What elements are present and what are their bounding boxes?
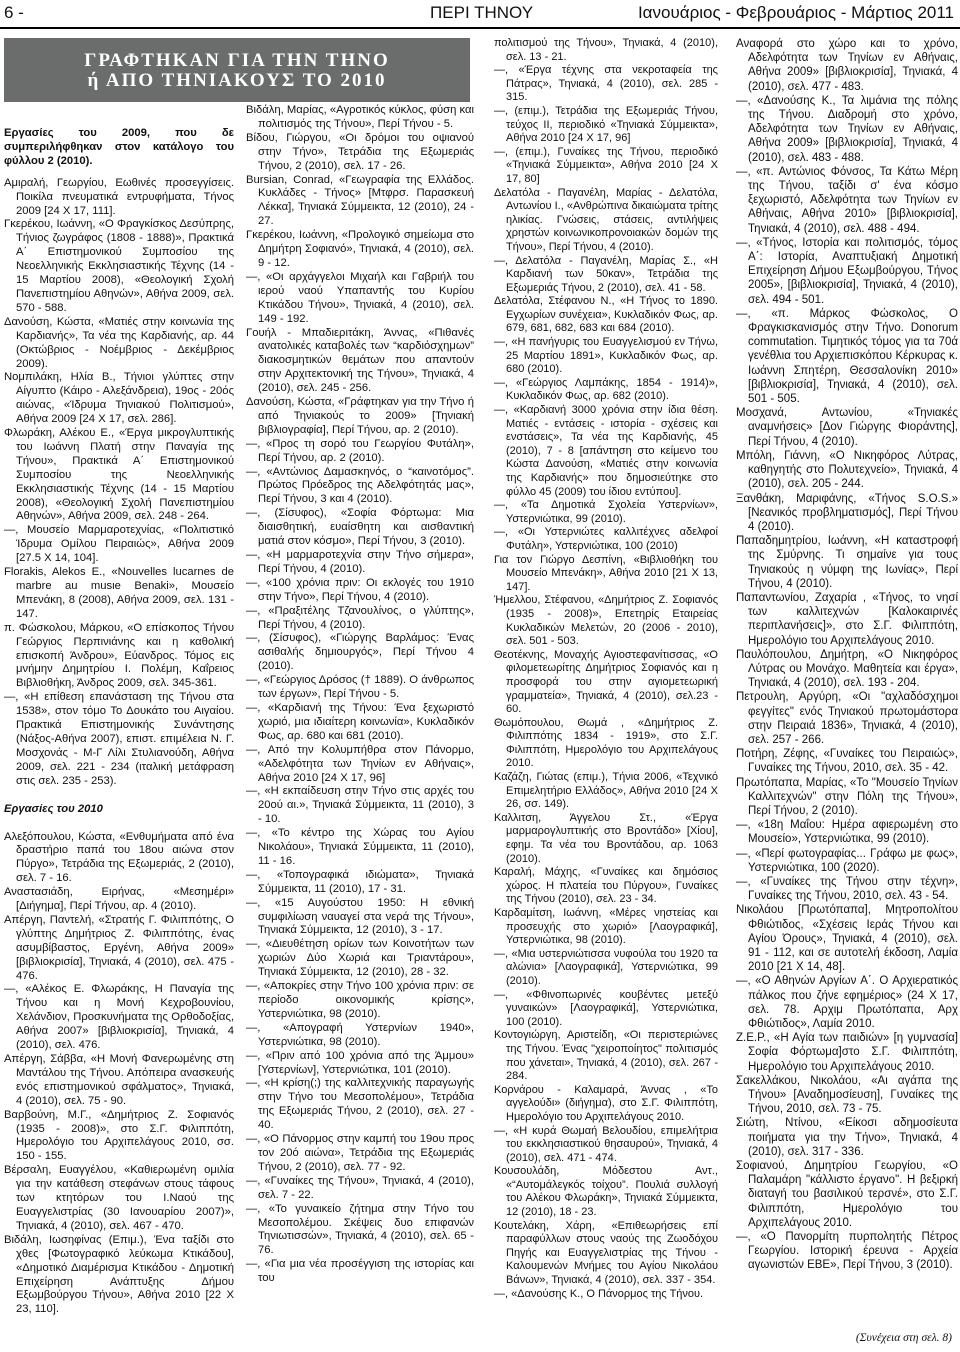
entry: Παπαντωνίου, Ζαχαρία , «Τήνος, το νησί των καλλιτεχνών [Καλοκαιρινές περιπλανήσεις]», στο Σ.Γ. Φιλιππότη, Ημερολόγιο του Αρχιπελάγους 2010.	[736, 591, 958, 647]
entry: —, (Σίσυφος), «Γιώργης Βαρλάμος: Ένας ασιθαλής δημιουργός», Περί Τήνου 4 (2010).	[246, 632, 474, 673]
entry: —, Από την Κολυμπήθρα στον Πάνορμο, «Αδελφότητα των Τηνίων εν Αθήναις», Αθήνα 2010 [24 Χ 17, 96]	[246, 743, 474, 784]
entry: Ποτήρη, Ζέφης, «Γυναίκες του Πειραιώς», Γυναίκες της Τήνου, 2010, σελ. 35 - 42.	[736, 748, 958, 775]
entry: —, «Το γυναικείο ζήτημα στην Τήνο του Μεσοπολέμου. Σκέψεις δυο επιφανών Τηνιωτισσών», Τηνιακά, 4 (2010), σελ. 65 - 76.	[246, 1202, 474, 1257]
entry: Δανούση, Κώστα, «Ματιές στην κοινωνία της Καρδιανής», Τα νέα της Καρδιανής, αρ. 44 (Οκτώβριος - Νοέμβριος - Δεκέμβριος 2009).	[4, 315, 234, 370]
intro-text: Εργασίες του 2009, που δε συμπεριλήφθηκαν στον κατάλογο του φύλλου 2 (2010).	[4, 127, 234, 167]
entry: Θεοτέκνης, Μοναχής Αγιοστεφανίτισσας, «Ο φιλομετεωρίτης Δημήτριος Σοφιανός και η προσφορά του στην αγιομετεωρική γραμματεία», Τηνιακά, 4 (2010), σελ.23 - 60.	[494, 648, 718, 716]
entry: Κουσουλάδη, Μόδεστου Αντ., «“Αυτομάλεγκός τοίχου”. Πουλιά συλλογή του Αλέκου Φλωράκη», Τηνιακά Σύμμεικτα, 12 (2010), 18 - 23.	[494, 1165, 718, 1219]
entry: —, «Απογραφή Υστερνίων 1940», Υστερνιώτικα, 98 (2010).	[246, 1021, 474, 1048]
entry: Μπόλη, Γιάννη, «Ο Νικηφόρος Λύτρας, καθηγητής στο Πολυτεχνείο», Τηνιακά, 4 (2010), σελ. 205 - 244.	[736, 449, 958, 491]
entry: —, «Καρδιανή 3000 χρόνια στην ίδια θέση. Ματιές - εντάσεις - ιστορία - σχέσεις και ενστάσεις», Τα νέα της Καρδιανής, 45 (2010), 7 - 8 [απάντηση στο κείμενο του Κώστα Δανούση, «Ματιές στην κοινωνία της Καρδιανής» που δημοσιεύτηκε στο φύλλο 45 (2009) του ίδιου εντύπου].	[494, 404, 718, 498]
entry: —, «Η εκπαίδευση στην Τήνο στις αρχές του 20ού αι.», Τηνιακά Σύμμεικτα, 11 (2010), 3 - 10.	[246, 785, 474, 826]
entry: Bursian, Conrad, «Γεωγραφία της Ελλάδος. Κυκλάδες - Τήνος» [Μτφρσ. Παρασκευή Λέκκα], Τηνιακά Σύμμεικτα, 12 (2010), 24 - 27.	[246, 173, 474, 228]
entry: Κοντογιώργη, Αριστείδη, «Οι περιστεριώνες της Τήνου. Ένας "χειροποίητος" πολιτισμός που χάνεται», Τηνιακά, 4 (2010), σελ. 267 - 284.	[494, 1029, 718, 1083]
entry: Καζάζη, Γιώτας (επιμ.), Τήνια 2006, «Τεχνικό Επιμελητήριο Ελλάδος», Αθήνα 2010 [24 Χ 26, σσ. 149).	[494, 771, 718, 811]
entry: —, «π. Μάρκος Φώσκολος, Ο Φραγκισκανισμός στην Τήνο. Donorum commutation. Τιμητικός τόμος για τα 70ά γενέθλια του Αρχιεπισκόπου Κέρκυρας κ. Ιωάννη Σπητέρη, Θεσσαλονίκη 2010» [βιβλιοκρισία], Τηνιακά, 4 (2010), σελ. 501 - 505.	[736, 307, 958, 406]
entry: Νομπιλάκη, Ηλία Β., Τήνιοι γλύπτες στην Αίγυπτο (Κάιρο - Αλεξάνδρεια), 19ος - 20ός αιώνας, «Ίδρυμα Τηνιακού Πολιτισμού», Αθήνα 2009 [24 Χ 17, σελ. 286].	[4, 371, 234, 426]
entry: Σακελλάκου, Νικολάου, «Αι αγάπα της Τήνου» [Αναδημοσίευση], Γυναίκες της Τήνου, 2010, σελ. 73 - 75.	[736, 1074, 958, 1116]
entry: Βαρβούνη, Μ.Γ., «Δημήτριος Ζ. Σοφιανός (1935 - 2008)», στο Σ.Γ. Φιλιππότη, Ημερολόγιο του Αρχιπελάγους 2010, σσ. 150 - 155.	[4, 1108, 234, 1163]
column-1	[4, 127, 234, 1317]
entry: —, «Αντώνιος Δαμασκηνός, ο “καινοτόμος”. Πρώτος Πρόεδρος της Αδελφότητάς μας», Περί Τήνου, 3 και 4 (2010).	[246, 465, 474, 506]
entry: Βίδου, Γιώργου, «Οι δρόμοι του οψιανού στην Τήνο», Τετράδια της Εξωμεριάς Τήνου, 2 (2010), σελ. 17 - 26.	[246, 131, 474, 172]
entry: —, «Πριν από 100 χρόνια από της Άμμου» [Υστερνίων], Υστερνιώτικα, 101 (2010).	[246, 1049, 474, 1076]
entry: Νικολάου [Πρωτόπαπα], Μητροπολίτου Φθιώτιδος, «Σχέσεις Ιεράς Τήνου και Αγίου Όρους», Τηνιακά, 4 (2010), σελ. 91 - 112, και σε αυτοτελή έκδοση, Λαμία 2010 [21 Χ 14, 48].	[736, 904, 958, 974]
entry: —, «Δανούσης Κ., Τα λιμάνια της πόλης της Τήνου. Διαδρομή στο χρόνο, Αδελφότητα των Τηνίων εν Αθήναις, Αθήνα 2009» [βιβλιοκρισία], Τηνιακά, 4 (2010), σελ. 483 - 488.	[736, 94, 958, 164]
entry: Αναφορά στο χώρο και το χρόνο, Αδελφότητα των Τηνίων εν Αθήναις, Αθήνα 2009» [βιβλιοκρισία], Τηνιακά, 4 (2010), σελ. 477 - 483.	[736, 38, 958, 93]
entry: Αμιραλή, Γεωργίου, Εωθινές προσεγγίσεις. Ποικίλα πνευματικά εντρυφήματα, Τήνος 2009 [24 Χ 17, 111].	[4, 176, 234, 217]
entry: Σοφιανού, Δημητρίου Γεωργίου, «Ο Παλαμάρη "κάλλιστο έργανο". Η βεξιρκή διαταγή του βασιλικού τερσνέ», στο Σ.Γ. Φιλιππότη, Ημερολόγιο του Αρχιπελάγους 2010.	[736, 1160, 958, 1229]
entry: Βέρσαλη, Ευαγγέλου, «Καθιερωμένη ομιλία για την κατάθεση στεφάνων στους τάφους των κτητόρων του Ι.Ναού της Ευαγγελιστρίας (30 Ιανουαρίου 2007)», Τηνιακά, 4 (2010), σελ. 467 - 470.	[4, 1164, 234, 1232]
entry: —, «100 χρόνια πριν: Οι εκλογές του 1910 στην Τήνο», Περί Τήνου, 4 (2010).	[246, 576, 474, 603]
entry: —, Μουσείο Μαρμαροτεχνίας, «Πολιτιστικό Ίδρυμα Ομίλου Πειραιώς», Αθήνα 2009 [27.5 Χ 14, 104].	[4, 524, 234, 565]
entry: Φλωράκη, Αλέκου Ε., «Έργα μικρογλυπτικής του Ιωάννη Πλατή στην Παναγία της Τήνου», Πρακτικά Α΄ Επιστημονικού Συμποσίου της Νεοελληνικής Εκκλησιαστικής Τέχνης (14 - 15 Μαρτίου 2008), «Θεολογική Σχολή Πανεπιστημίου Αθηνών», Αθήνα 2009, σελ. 248 - 264.	[4, 427, 234, 523]
column-4	[736, 37, 958, 1273]
entry: Παυλόπουλου, Δημήτρη, «Ο Νικηφόρος Λύτρας ου Μονάχο. Μαθητεία και έργα», Τηνιακά, 4 (2010), σελ. 193 - 204.	[736, 648, 958, 690]
entry: Για τον Γιώργο Δεσπίνη, «Βιβλιοθήκη του Μουσείο Μπενάκη», Αθήνα 2010 [21 Χ 13, 147].	[494, 553, 718, 593]
entry: —, (επιμ.), Γυναίκες της Τήνου, περιοδικό «Τηνιακά Σύμμεικτα», Αθήνα 2010 [24 Χ 17, 80]	[494, 145, 718, 185]
page-header	[0, 0, 960, 29]
entry: —, «Δανούσης Κ., Ο Πάνορμος της Τήνου.	[494, 1287, 704, 1300]
entry: Καραλή, Μάχης, «Γυναίκες και δημόσιος χώρος. Η πλατεία του Πύργου», Γυναίκες της Τήνου (2010), σελ. 23 - 34.	[494, 866, 718, 906]
entry: Δελατόλα, Στέφανου Ν., «Η Τήνος το 1890. Εγχωρίων συνέχεια», Κυκλαδικόν Φως, αρ. 679, 681, 682, 683 και 684 (2010).	[494, 295, 718, 335]
entry: —, «Γεώργιος Λαμπάκης, 1854 - 1914)», Κυκλαδικόν Φως, αρ. 682 (2010).	[494, 376, 718, 403]
section-heading: Εργασίες του 2010	[4, 802, 103, 815]
newspaper-title: ΠΕΡΙ ΤΗΝΟΥ	[430, 3, 534, 22]
entry: Πρωτόπαπα, Μαρίας, «Το "Μουσείο Τηνίων Καλλιτεχνών" στην Πόλη της Τήνου», Περί Τήνου, 2 (2010).	[736, 776, 958, 817]
banner-line-1: ΓΡΑΦΤΗΚΑΝ ΓΙΑ ΤΗΝ ΤΗΝΟ	[84, 50, 390, 71]
entry: —, «Γυναίκες της Τήνου», Τηνιακά, 4 (2010), σελ. 7 - 22.	[246, 1174, 474, 1201]
entry: Μοσχανά, Αντωνίου, «Τηνιακές αναμνήσεις» [Δον Γιώργης Φιοράντης], Περί Τήνου, 4 (2010).	[736, 407, 958, 448]
entry: —, «15 Αυγούστου 1950: Η εθνική συμφιλίωση ναυαγεί στα νερά της Τήνου», Τηνιακά Σύμμεικτα, 12 (2010), 3 - 17.	[246, 896, 474, 937]
entry: —, «Πραξιτέλης Τζανουλίνος, ο γλύπτης», Περί Τήνου, 4 (2010).	[246, 604, 474, 631]
entry: π. Φώσκολου, Μάρκου, «Ο επίσκοπος Τήνου Γεώργιος Περπινιάνης και η καθολική επισκοπή Άνδρου», Εύανδρος. Τόμος εις μνήμην Δημητρίου Ι. Πολέμη, Καΐρειος Βιβλιοθήκη, Άνδρος 2009, σελ. 345-361.	[4, 621, 234, 690]
entry: —, «Ο Πάνορμος στην καμπή του 19ου προς τον 20ό αιώνα», Τετράδια της Εξωμεριάς Τήνου, 2 (2010), σελ. 77 - 92.	[246, 1133, 474, 1173]
entry: Βιδάλη, Μαρίας, «Αγροτικός κύκλος, φύση και πολιτισμός της Τήνου», Περί Τήνου - 5.	[246, 104, 474, 130]
entry: Καλλιτση, Άγγελου Στ., «Έργα μαρμαρογλυπτικής στο Βροντάδο» [Χίου], εφημ. Τα νέα του Βροντάδου, αρ. 1063 (2010).	[494, 811, 718, 865]
entry: —, Δελατόλα - Παγανέλη, Μαρίας Σ., «Η Καρδιανή των 50καν», Τετράδια της Εξωμεριάς Τήνου, 2 (2010), σελ. 41 - 58.	[494, 254, 718, 294]
entry: —, «Περί φωτογραφίας... Γράφω με φως», Υστερνιώτικα, 100 (2020).	[736, 847, 958, 874]
entry: Florakis, Alekos E., «Nouvelles lucarnes de marbre au musιe Benaki», Μουσείο Μπενάκη, 8 (2008), Αθήνα 2009, σελ. 131 - 147.	[4, 566, 234, 620]
entry: —, «Έργα τέχνης στα νεκροταφεία της Πάτρας», Τηνιακά, 4 (2010), σελ. 285 - 315.	[494, 64, 718, 104]
entry: Δελατόλα - Παγανέλη, Μαρίας - Δελατόλα, Αντωνίου Ι., «Ανθρώπινα δικαιώματα τρίτης ηλικίας. Γνώσεις, στάσεις, αντιλήψεις χρηστών κοινωνικοπρονοιακών δομών της Τήνου», Περί Τήνου, 4 (2010).	[494, 186, 718, 253]
entry: —, «Αποκρίες στην Τήνο 100 χρόνια πριν: σε περίοδο οικονομικής κρίσης», Υστερνιώτικα, 98 (2010).	[246, 980, 474, 1020]
entry: —, «Ο Πανορμίτη πυρπολητής Πέτρος Γεωργίου. Ιστορική έρευνα - Αρχεία αγωνιστών ΕΒΕ», Περί Τήνου, 3 (2010).	[736, 1231, 958, 1272]
entry: —, «18η Μαΐου: Ημέρα αφιερωμένη στο Μουσείο», Υστερνιώτικα, 99 (2010).	[736, 819, 958, 846]
entry: Παπαδημητρίου, Ιωάννη, «Η καταστροφή της Σμύρνης. Τι σημαίνε για τους Τηνιακούς η νύμφη της Ιωνίας», Περί Τήνου, 4 (2010).	[736, 535, 958, 590]
entry: πολιτισμού της Τήνου», Τηνιακά, 4 (2010), σελ. 13 - 21.	[494, 37, 718, 63]
entry: Βιδάλη, Ιωσηφίνας (Επιμ.), Ένα ταξίδι στο χθες [Φωτογραφικό λεύκωμα Κτικάδου], «Δημοτικό Διαμέρισμα Κτικάδου - Δημοτική Επιχείρηση Ανάπτυξης Δήμου Εξωμβούργου Τήνου», Αθήνα 2010 [22 Χ 23, 110].	[4, 1233, 234, 1316]
entry: —, «Οι Υστερνιώτες καλλιτέχνες αδελφοί Φυτάλη», Υστερνιώτικα, 100 (2010)	[494, 526, 718, 552]
entry: —, «Αλέκος Ε. Φλωράκης, Η Παναγία της Τήνου και η Μονή Κεχροβουνίου, Χελάνδιον, Προσκυνήματα της Ορθοδοξίας, Αθήνα 2007» [βιβλιοκρισία], Τηνιακά, 4 (2010), σελ. 476.	[4, 983, 234, 1052]
entry: Αναστασιάδη, Ειρήνας, «Μεσημέρι» [Διήγημα], Περί Τήνου, αρ. 4 (2010).	[4, 886, 234, 913]
entry: Πετρουλη, Αργύρη, «Οι "αχλαδόσχημοι φεγγίτες" ενός Τηνιακού πρωτομάστορα στην Πειραιά 1836», Τηνιακά, 4 (2010), σελ. 257 - 266.	[736, 691, 958, 746]
entry: Γουήλ - Μπαδιεριτάκη, Άννας, «Πιθανές ανατολικές καταβολές των “καρδιόσχημων” διακοσμητικών θεμάτων που απαντούν στην Αρχιτεκτονική της Τήνου», Τηνιακά, 4 (2010), σελ. 245 - 256.	[246, 326, 474, 395]
entry: —, «Η κρίση(;) της καλλιτεχνικής παραγωγής στην Τήνο του Μεσοπολέμου», Τετράδια της Εξωμεριάς Τήνου, 2 (2010), σελ. 27 - 40.	[246, 1077, 474, 1132]
entry: Δανούση, Κώστα, «Γράφτηκαν για την Τήνο ή από Τηνιακούς το 2009» [Τηνιακή βιβλιογραφία], Περί Τήνου, αρ. 2 (2010).	[246, 396, 474, 436]
entry: Καρδαμίτση, Ιωάννη, «Μέρες νηστείας και προσευχής στο χωριό» [Λαογραφικά], Υστερνιώτικα, 98 (2010).	[494, 907, 718, 947]
entry: —, «π. Αντώνιος Φόνσος, Τα Κάτω Μέρη της Τήνου, ταξίδι σ' ένα κόσμο ξεχωριστό, Αδελφότητα των Τηνίων εν Αθήναις, Αθήνα 2010» [βιβλιοκρισία], Τηνιακά, 4 (2010), σελ. 488 - 494.	[736, 165, 958, 235]
entry: Κορνάρου - Καλαμαρά, Άννας , «Το αγγελούδι» (διήγημα), στο Σ.Γ. Φιλιππότη, Ημερολόγιο του Αρχιπελάγους 2010.	[494, 1083, 718, 1123]
entry: —, «Τοπογραφικά ιδιώματα», Τηνιακά Σύμμεικτα, 11 (2010), 17 - 31.	[246, 868, 474, 895]
entry: Ζ.Ε.Ρ., «Η Αγία των παιδιών» [η γυμνασία] Σοφία Φόρτωμα]στο Σ.Γ. Φιλιππότη, Ημερολόγιο του Αρχιπελάγους 2010.	[736, 1032, 958, 1073]
entry: Θωμόπουλου, Θωμά , «Δημήτριος Ζ. Φιλιππότης 1834 - 1919», στο Σ.Γ. Φιλιππότη, Ημερολόγιο του Αρχιπελάγους 2010.	[494, 716, 718, 770]
entry: —, «Προς τη σορό του Γεωργίου Φυτάλη», Περί Τήνου, αρ. 2 (2010).	[246, 437, 474, 464]
entry: —, «Διευθέτηση ορίων των Κοινοτήτων των χωριών Δύο Χωριά και Τριαντάρου», Τηνιακά Σύμμεικτα, 12 (2010), 28 - 32.	[246, 938, 474, 979]
article-banner	[4, 38, 470, 102]
entry: —, «Η πανήγυρις του Ευαγγελισμού εν Τήνω, 25 Μαρτίου 1891», Κυκλαδικόν Φως, αρ. 680 (2010).	[494, 336, 718, 376]
entry: —, «Γυναίκες της Τήνου στην τέχνη», Γυναίκες της Τήνου, 2010, σελ. 43 - 54.	[736, 875, 958, 903]
page-number: 6 -	[4, 3, 24, 22]
entry: —, «Ο Αθηνών Αργίων Α΄. Ο Αρχιερατικός πάλκος που ζήνε εφημέριος» (24 Χ 17, σελ. 78. Αρχιμ Πρωτόπαπα, Αρχ Φθιώτιδος», Λαμία 2010.	[736, 975, 958, 1031]
entry: —, (Σίσυφος), «Σοφία Φόρτωμα: Μια διαισθητική, ευαίσθητη και αισθαντική ματιά στον κόσμο», Περί Τήνου, 3 (2010).	[246, 507, 474, 548]
entry: —, (επιμ.), Τετράδια της Εξωμεριάς Τήνου, τεύχος ΙΙ, περιοδικό «Τηνιακά Σύμμεικτα», Αθήνα 2010 [24 Χ 17, 96]	[494, 104, 718, 145]
entry: —, «Γεώργιος Δρόσος († 1889). Ο άνθρωπος των έργων», Περί Τήνου - 5.	[246, 674, 474, 701]
entry: —, «Φθινοπωρινές κουβέντες μετεξύ γυναικών» [Λαογραφικά], Υστερνιώτικα, 100 (2010).	[494, 988, 718, 1028]
entry: Γκερέκου, Ιωάννη, «Ο Φραγκίσκος Δεσύπρης, Τήνιος ζωγράφος (1808 - 1888)», Πρακτικά Α΄ Επιστημονικού Συμποσίου της Νεοελληνικής Εκκλησιαστικής Τέχνης (14 - 15 Μαρτίου 2008), «Θεολογική Σχολή Πανεπιστημίου Αθηνών», Αθήνα 2009, σελ. 570 - 588.	[4, 218, 234, 314]
entry: Αλεξόπουλου, Κώστα, «Ενθυμήματα από ένα δραστήριο παπά του 18ου αιώνα στον Πύργο», Τετράδια της Εξωμεριάς, 2 (2010), σελ. 7 - 16.	[4, 830, 234, 885]
entry: —, «Τα Δημοτικά Σχολεία Υστερνίων», Υστερνιώτικα, 99 (2010).	[494, 499, 718, 525]
banner-line-2: ή ΑΠΟ ΤΗΝΙΑΚΟΥΣ ΤΟ 2010	[87, 70, 387, 91]
entry: Σιώτη, Ντίνου, «Είκοσι αδημοσίευτα ποιήματα για την Τήνο», Τηνιακά, 4 (2010), σελ. 317 - 336.	[736, 1117, 958, 1158]
column-3	[494, 37, 718, 1301]
entry: Ήμελλου, Στέφανου, «Δημήτριος Ζ. Σοφιανός (1935 - 2008)», Επετηρίς Εταιρείας Κυκλαδικών Μελετών, 20 (2006 - 2010), σελ. 501 - 503.	[494, 594, 718, 648]
entry: —, «Η επίθεση επανάσταση της Τήνου στα 1538», στον τόμο Το Δουκάτο του Αιγαίου. Πρακτικά Επιστημονικής Συνάντησης (Νάξος-Αθήνα 2007), επιστ. επιμέλεια Ν. Γ. Μοσχονάς - Μ-Γ Λίλι Στυλιανούδη, Αθήνα 2009, σελ. 221 - 234 (ιταλική μετάφραση στις σελ. 235 - 253).	[4, 691, 234, 787]
entry: —, «Τήνος, Ιστορία και πολιτισμός, τόμος Α΄: Ιστορία, Αναπτυξιακή Δημοτική Επιχείρηση Δήμου Εξωμβούργου, Τήνος 2005», [βιβλιοκρισία], Τηνιακά, 4 (2010), σελ. 494 - 501.	[736, 236, 958, 306]
entry: Ξανθάκη, Μαριφάνης, «Τήνος S.O.S.» [Νεανικός προβληματισμός], Περί Τήνου 4 (2010).	[736, 492, 958, 533]
continued-note: (Συνέχεια στη σελ. 8)	[855, 1332, 952, 1344]
entry: —, «Οι αρχάγγελοι Μιχαήλ και Γαβριήλ του ιερού ναού Υπαπαντής του Κυρίου Κτικάδου Τήνου», Τηνιακά, 4 (2010), σελ. 149 - 192.	[246, 270, 474, 325]
entry: —, «Η κυρά Θωμαή Βελουδίου, επιμελήτρια του εκκλησιαστικού θησαυρού», Τηνιακά, 4 (2010), σελ. 471 - 474.	[494, 1124, 718, 1164]
entry: Απέργη, Παντελή, «Στρατής Γ. Φιλιππότης, Ο γλύπτης Δημήτριος Ζ. Φιλιππότης, ένας ασυμβίβαστος, Εργένη, Αθήνα 2009» [βιβλιοκρισία], Τηνιακά, 4 (2010), σελ. 475 - 476.	[4, 913, 234, 982]
column-2	[246, 104, 474, 1286]
entry: —, «Καρδιανή της Τήνου: Ένα ξεχωριστό χωριό, μια ιδιαίτερη κοινωνία», Κυκλαδικόν Φως, αρ. 680 και 681 (2010).	[246, 701, 474, 742]
entry: Κουτελάκη, Χάρη, «Επιθεωρήσεις επί παραφύλλων στους ναούς της Ζωοδόχου Πηγής και Ευαγγελιστρίας της Τήνου - Καλουμενών Μνήμες του Αγίου Νικολάου Βάνων», Τηνιακά, 4 (2010), σελ. 337 - 354.	[494, 1219, 718, 1287]
entry: —, «Μια υστερνιώτισσα νυφούλα του 1920 τα αλώνια» [Λαογραφικά], Υστερνιώτικα, 99 (2010).	[494, 947, 718, 987]
entry: —, «Το κέντρο της Χώρας του Αγίου Νικολάου», Τηνιακά Σύμμεικτα, 11 (2010), 11 - 16.	[246, 827, 474, 867]
entry: —, «Για μια νέα προσέγγιση της ιστορίας και του	[246, 1258, 474, 1285]
entry: Απέργη, Σάββα, «Η Μονή Φανερωμένης στη Μαντάλου της Τήνου. Απόπειρα ανασκευής ενός επιστημονικού σφάλματος», Τηνιακά, 4 (2010), σελ. 75 - 90.	[4, 1053, 234, 1107]
entry: —, «Η μαρμαροτεχνία στην Τήνο σήμερα», Περί Τήνου, 4 (2010).	[246, 549, 474, 575]
issue-date: Ιανουάριος - Φεβρουάριος - Μάρτιος 2011	[637, 3, 954, 22]
entry: Γκερέκου, Ιωάννη, «Προλογικό σημείωμα στο Δημήτρη Σοφιανό», Τηνιακά, 4 (2010), σελ. 9 - 12.	[246, 229, 474, 269]
